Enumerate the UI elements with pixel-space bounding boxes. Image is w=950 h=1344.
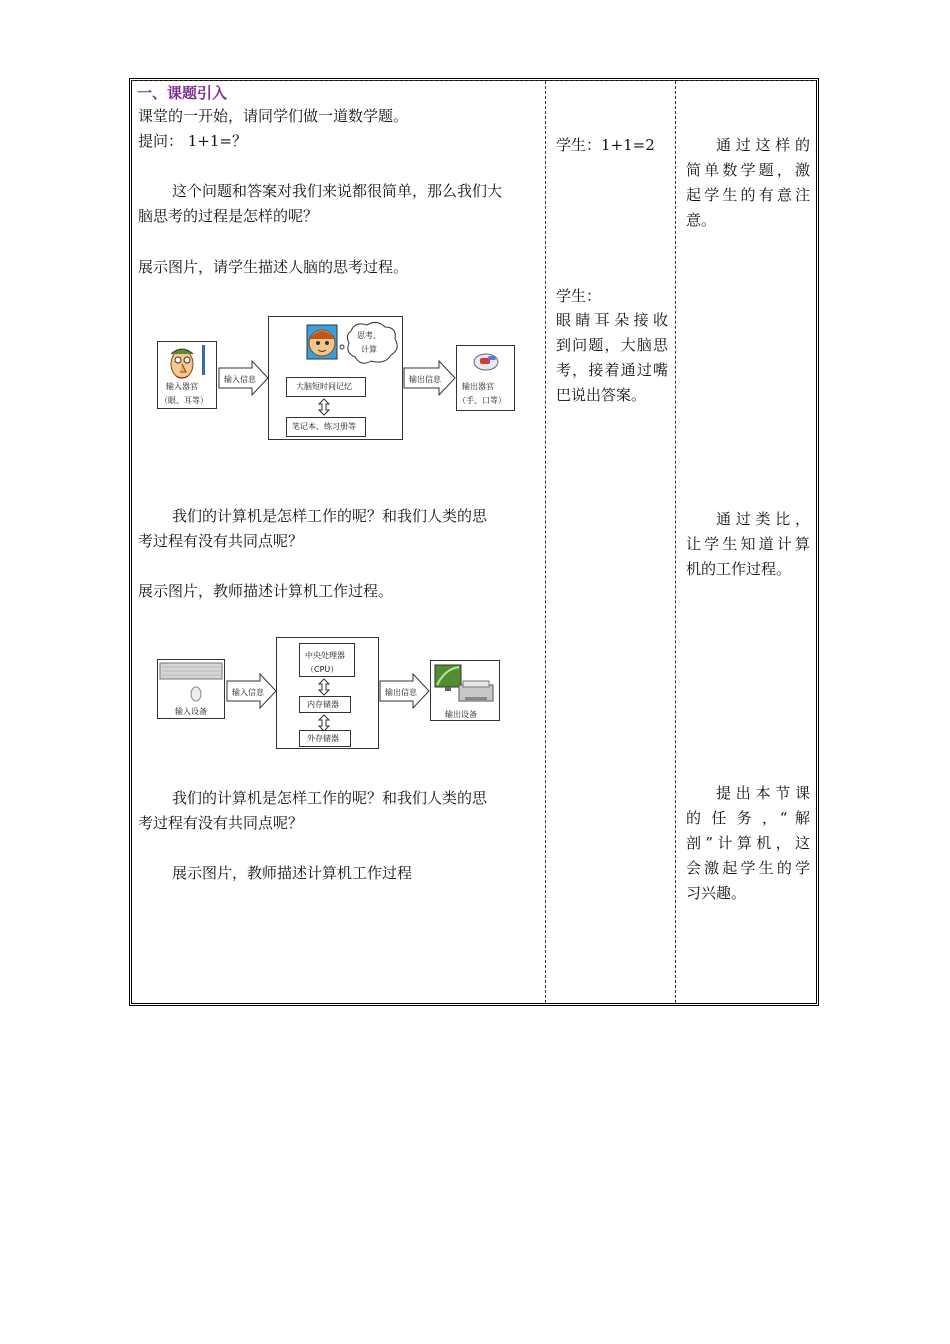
thinking-kid-icon <box>305 319 405 371</box>
output-device-box <box>430 660 500 721</box>
computer-input-info-label: 输入信息 <box>232 688 264 697</box>
input-device-box <box>157 659 225 719</box>
calc-label: 计算 <box>361 345 377 354</box>
note-line: 让学生知道计算 <box>686 535 810 553</box>
paragraph-reflect-2: 脑思考的过程是怎样的呢？ <box>138 207 319 225</box>
input-organ-sub: （眼、耳等） <box>160 396 208 405</box>
memory-box <box>299 696 351 713</box>
student-answer-2-label: 学生： <box>556 287 602 305</box>
note-2 <box>686 507 810 582</box>
paragraph-computer-q-1: 我们的计算机是怎样工作的呢？和我们人类的思 <box>172 507 488 525</box>
note-line: 起学生的有意注 <box>686 186 810 204</box>
output-device-label: 输出设备 <box>445 710 477 719</box>
note-line: 机的工作过程。 <box>686 560 792 578</box>
note-line: 通过类比， <box>716 510 810 528</box>
answer-line: 考，接着通过嘴 <box>556 361 668 379</box>
output-organ-label: 输出器官 <box>462 382 494 391</box>
computer-output-info-label: 输出信息 <box>385 688 417 697</box>
input-device-label: 输入设备 <box>175 707 207 716</box>
brain-box <box>268 316 403 440</box>
paragraph-computer-q-2: 考过程有没有共同点呢？ <box>138 532 304 550</box>
paragraph-intro: 课堂的一开始，请同学们做一道数学题。 <box>138 107 409 125</box>
student-answer-2 <box>556 308 668 408</box>
notebook-label: 笔记本、练习册等 <box>292 422 356 431</box>
paragraph-computer-q2-2: 考过程有没有共同点呢？ <box>138 814 304 832</box>
answer-line: 眼睛耳朵接收 <box>556 311 668 329</box>
double-arrow-icon <box>317 398 331 416</box>
note-line: 的 任 务 ，“ 解 <box>686 809 810 827</box>
paragraph-question: 提问： 1+1=？ <box>138 132 247 150</box>
paragraph-computer-q2-1: 我们的计算机是怎样工作的呢？和我们人类的思 <box>172 789 488 807</box>
paragraph-show-brain: 展示图片，请学生描述人脑的思考过程。 <box>138 258 409 276</box>
input-organ-box <box>157 341 217 409</box>
storage-label: 外存储器 <box>307 734 339 743</box>
section-title: 一、课题引入 <box>137 84 228 102</box>
keyboard-mouse-icon <box>158 660 224 702</box>
output-organ-sub: （手、口等） <box>458 396 506 405</box>
hand-icon <box>458 348 514 376</box>
note-line: 会激起学生的学 <box>686 859 810 877</box>
note-line: 通过这样的 <box>716 136 810 154</box>
brain-input-info-label: 输入信息 <box>224 375 256 384</box>
student-answer-1: 学生：1+1=2 <box>556 136 655 154</box>
column-divider-2 <box>675 81 676 1003</box>
output-organ-box <box>456 345 515 411</box>
host-box <box>276 637 379 749</box>
note-line: 剖”计算机，这 <box>686 834 810 852</box>
cpu-sub-label: （CPU） <box>306 665 339 674</box>
brain-output-info-label: 输出信息 <box>409 375 441 384</box>
memory-label: 内存储器 <box>307 700 339 709</box>
note-3 <box>686 781 810 906</box>
paragraph-show-computer: 展示图片，教师描述计算机工作过程。 <box>138 582 394 600</box>
note-line: 提出本节课 <box>716 784 810 802</box>
cpu-label: 中央处理器 <box>305 651 345 660</box>
top-dashed-rule <box>132 80 816 81</box>
paragraph-reflect-1: 这个问题和答案对我们来说都很简单，那么我们大 <box>172 182 503 200</box>
column-divider-1 <box>545 81 546 1003</box>
short-memory-box <box>286 377 366 397</box>
think-label: 思考、 <box>357 331 381 340</box>
short-memory-label: 大脑短时间记忆 <box>296 382 352 391</box>
monitor-printer-icon <box>431 661 499 705</box>
note-1 <box>686 133 810 233</box>
face-icon <box>158 342 216 382</box>
answer-line: 到问题，大脑思 <box>556 336 668 354</box>
note-line: 习兴趣。 <box>686 884 747 902</box>
input-organ-label: 输入器官 <box>166 382 198 391</box>
storage-box <box>299 730 351 747</box>
paragraph-show-computer-2: 展示图片，教师描述计算机工作过程 <box>172 864 413 882</box>
cpu-box <box>299 643 355 677</box>
note-line: 意。 <box>686 211 717 229</box>
answer-line: 巴说出答案。 <box>556 386 647 404</box>
double-arrow-icon <box>317 678 331 696</box>
note-line: 简单数学题，激 <box>686 161 810 179</box>
notebook-box <box>286 417 366 437</box>
